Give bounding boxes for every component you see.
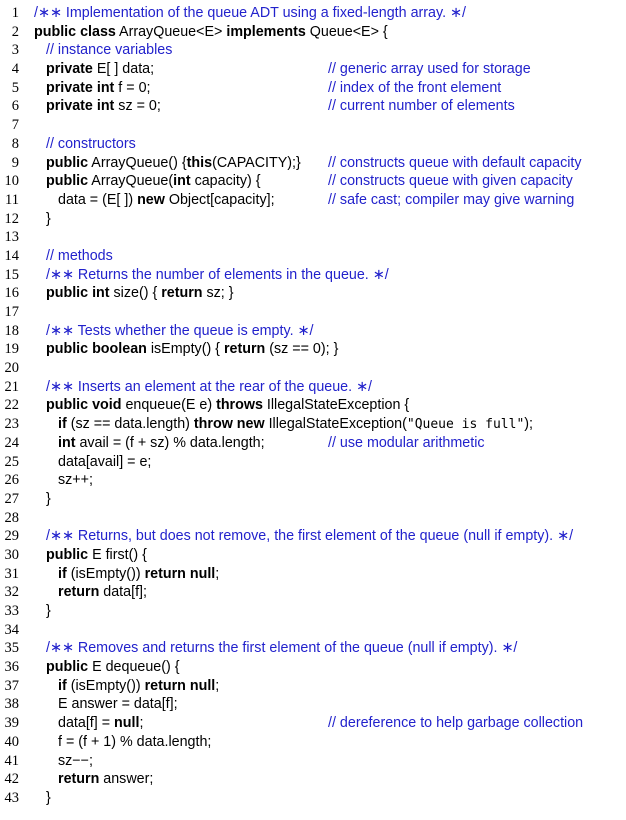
line-number: 22 — [4, 397, 19, 414]
code-line — [0, 322, 626, 341]
code-line — [0, 396, 626, 415]
inline-comment: // index of the front element — [328, 79, 502, 96]
keyword: return — [223, 341, 266, 358]
code-text — [58, 770, 153, 789]
code-line — [0, 565, 626, 584]
code-text — [58, 415, 533, 435]
code-comment: /∗∗ Returns the number of elements in the queue. ∗/ — [46, 266, 389, 283]
line-number: 42 — [4, 771, 19, 788]
keyword: public int — [46, 285, 110, 302]
code-line — [0, 266, 626, 285]
code-comment: /∗∗ Inserts an element at the rear of the queue. ∗/ — [46, 378, 373, 395]
code-line — [0, 116, 626, 135]
string-literal: "Queue is full" — [406, 417, 525, 433]
line-number: 2 — [11, 23, 19, 40]
keyword: if — [58, 565, 67, 582]
code-line — [0, 658, 626, 677]
keyword: return — [161, 285, 203, 302]
code-token: answer; — [99, 771, 154, 788]
code-comment: /∗∗ Implementation of the queue ADT using a fixed-length array. ∗/ — [34, 5, 466, 21]
code-line — [0, 154, 626, 173]
code-comment: // instance variables — [46, 42, 173, 59]
line-number: 21 — [4, 378, 19, 395]
inline-comment: // safe cast; compiler may give warning — [328, 191, 575, 208]
line-number: 8 — [11, 135, 19, 152]
code-line — [0, 546, 626, 565]
code-text — [46, 135, 136, 154]
code-token: (isEmpty()) — [66, 677, 145, 694]
line-number: 1 — [11, 5, 19, 21]
line-number: 37 — [4, 677, 19, 694]
code-line — [0, 135, 626, 154]
line-number: 12 — [4, 210, 19, 227]
code-token: capacity) { — [190, 173, 261, 190]
line-number: 38 — [4, 696, 19, 713]
code-line — [0, 714, 626, 733]
code-line — [0, 60, 626, 79]
code-text — [58, 714, 143, 733]
keyword: if — [58, 677, 67, 694]
code-token: enqueue(E e) — [121, 397, 217, 414]
keyword: int — [58, 434, 76, 451]
code-text — [46, 210, 51, 229]
code-text — [46, 340, 338, 359]
keyword: public — [46, 154, 89, 171]
inline-comment: // constructs queue with default capacity — [328, 154, 582, 171]
code-text — [58, 733, 211, 752]
code-token: E first() { — [88, 546, 147, 563]
line-number: 34 — [4, 621, 19, 638]
line-number: 14 — [4, 247, 19, 264]
keyword: return — [58, 584, 100, 601]
code-token: ); — [524, 416, 534, 433]
code-text — [46, 60, 154, 79]
code-token: Object[capacity]; — [164, 191, 275, 208]
code-line — [0, 789, 626, 808]
line-number: 18 — [4, 322, 19, 339]
code-line — [0, 191, 626, 210]
code-comment: // constructors — [46, 135, 136, 152]
code-comment: /∗∗ Tests whether the queue is empty. ∗/ — [46, 322, 314, 339]
code-text — [46, 527, 573, 546]
line-number: 41 — [4, 752, 19, 769]
keyword: throws — [216, 397, 263, 414]
code-token: sz−−; — [58, 752, 93, 769]
keyword: implements — [226, 23, 306, 40]
line-number: 40 — [4, 733, 19, 750]
code-line — [0, 247, 626, 266]
keyword: public class — [34, 23, 116, 40]
code-line — [0, 770, 626, 789]
code-token: data = (E[ ]) — [58, 191, 138, 208]
line-number: 26 — [4, 472, 19, 489]
keyword: return null — [144, 565, 216, 582]
code-token: f = 0; — [114, 79, 151, 96]
code-token: avail = (f + sz) % data.length; — [75, 434, 265, 451]
code-line — [0, 378, 626, 397]
code-text — [58, 471, 93, 490]
code-text — [46, 154, 301, 173]
code-token: IllegalStateException { — [262, 397, 410, 414]
keyword: public boolean — [46, 341, 147, 358]
code-listing — [0, 4, 626, 808]
code-line — [0, 172, 626, 191]
keyword: int — [173, 173, 191, 190]
code-text — [46, 378, 372, 397]
code-text — [46, 789, 51, 808]
code-line — [0, 677, 626, 696]
code-line — [0, 583, 626, 602]
code-token: } — [46, 490, 51, 507]
inline-comment: // use modular arithmetic — [328, 434, 485, 451]
code-text — [58, 752, 93, 771]
code-text — [46, 396, 409, 415]
code-text — [58, 434, 265, 453]
code-text — [46, 247, 113, 266]
inline-comment: // constructs queue with given capacity — [328, 173, 573, 190]
code-token: } — [46, 603, 51, 619]
code-line — [0, 733, 626, 752]
keyword: return null — [144, 677, 216, 694]
code-token: E[ ] data; — [92, 61, 155, 78]
code-token: E dequeue() { — [88, 659, 180, 676]
line-number: 33 — [4, 603, 19, 619]
code-line — [0, 490, 626, 509]
line-number: 29 — [4, 528, 19, 545]
line-number: 13 — [4, 229, 19, 246]
line-number: 23 — [4, 416, 19, 433]
line-number: 32 — [4, 584, 19, 601]
line-number: 25 — [4, 453, 19, 470]
keyword: private int — [46, 79, 115, 96]
code-text — [46, 79, 151, 98]
line-number: 43 — [4, 789, 19, 806]
keyword: return — [58, 771, 100, 788]
line-number: 39 — [4, 715, 19, 732]
keyword: null — [114, 715, 140, 732]
line-number: 24 — [4, 434, 19, 451]
code-text — [34, 4, 466, 23]
code-token: data[f] = — [58, 715, 115, 732]
line-number: 5 — [11, 79, 19, 96]
line-number: 20 — [4, 360, 19, 377]
code-token: data[f]; — [99, 584, 147, 601]
line-number: 10 — [4, 173, 19, 190]
inline-comment: // generic array used for storage — [328, 61, 531, 78]
code-text — [46, 546, 147, 565]
code-text — [58, 677, 219, 696]
code-line — [0, 695, 626, 714]
code-line — [0, 434, 626, 453]
code-line — [0, 340, 626, 359]
line-number: 4 — [11, 61, 19, 78]
code-line — [0, 415, 626, 434]
code-line — [0, 79, 626, 98]
code-line — [0, 210, 626, 229]
code-line — [0, 602, 626, 621]
code-line — [0, 4, 626, 23]
keyword: public — [46, 659, 89, 676]
code-text — [58, 565, 219, 584]
code-text — [46, 266, 389, 285]
code-token: E answer = data[f]; — [58, 696, 178, 713]
code-text — [58, 191, 275, 210]
code-text — [46, 602, 51, 621]
line-number: 35 — [4, 640, 19, 657]
code-token: size() { — [109, 285, 162, 302]
code-line — [0, 97, 626, 116]
code-token: ; — [139, 715, 144, 732]
code-text — [58, 453, 151, 472]
code-text — [46, 639, 517, 658]
code-line — [0, 527, 626, 546]
line-number: 36 — [4, 659, 19, 676]
code-token: IllegalStateException( — [264, 416, 407, 433]
code-text — [46, 172, 261, 191]
code-line — [0, 471, 626, 490]
code-token: ; — [215, 677, 220, 694]
code-token: ; — [215, 565, 220, 582]
keyword: throw new — [193, 416, 265, 433]
code-text — [46, 284, 234, 303]
inline-comment: // dereference to help garbage collection — [328, 715, 584, 732]
code-comment: /∗∗ Returns, but does not remove, the first element of the queue (null if empty). ∗/ — [46, 528, 574, 545]
keyword: public — [46, 173, 89, 190]
line-number: 31 — [4, 565, 19, 582]
keyword: public void — [46, 397, 122, 414]
code-token: (isEmpty()) — [66, 565, 145, 582]
line-number: 9 — [11, 154, 19, 171]
code-text — [46, 41, 172, 60]
code-token: (sz == 0); } — [265, 341, 339, 358]
keyword: if — [58, 416, 67, 433]
code-line — [0, 284, 626, 303]
code-line — [0, 752, 626, 771]
code-token: sz; } — [202, 285, 234, 302]
code-line — [0, 509, 626, 528]
code-text — [46, 490, 51, 509]
keyword: private — [46, 61, 93, 78]
code-line — [0, 41, 626, 60]
code-line — [0, 228, 626, 247]
inline-comment: // current number of elements — [328, 98, 515, 115]
code-token: (CAPACITY);} — [212, 154, 301, 171]
code-token: ArrayQueue<E> — [115, 23, 227, 40]
code-text — [34, 23, 388, 42]
line-number: 15 — [4, 266, 19, 283]
line-number: 11 — [5, 191, 19, 208]
code-line — [0, 453, 626, 472]
code-token: isEmpty() { — [146, 341, 224, 358]
keyword: this — [186, 154, 213, 171]
code-text — [46, 322, 313, 341]
line-number: 6 — [11, 98, 19, 115]
line-number: 17 — [4, 304, 19, 320]
code-text — [58, 695, 178, 714]
code-line — [0, 359, 626, 378]
code-token: } — [46, 789, 51, 806]
code-comment: /∗∗ Removes and returns the first element of the queue (null if empty). ∗/ — [46, 640, 518, 657]
code-token: sz++; — [58, 472, 93, 489]
line-number: 3 — [11, 42, 19, 59]
keyword: private int — [46, 98, 115, 115]
code-line — [0, 23, 626, 42]
line-number: 28 — [4, 509, 19, 526]
code-token: Queue<E> { — [305, 23, 388, 40]
keyword: new — [137, 191, 165, 208]
line-number: 16 — [4, 285, 19, 302]
code-token: } — [46, 210, 51, 227]
code-comment: // methods — [46, 247, 113, 264]
code-text — [46, 97, 161, 116]
code-token: ArrayQueue() { — [88, 154, 187, 171]
line-number: 30 — [4, 546, 19, 563]
line-number: 27 — [4, 490, 19, 507]
line-number: 7 — [11, 117, 19, 134]
code-line — [0, 639, 626, 658]
code-text — [46, 658, 180, 677]
line-number: 19 — [4, 341, 19, 358]
code-text — [58, 583, 147, 602]
code-token: sz = 0; — [114, 98, 161, 115]
code-token: data[avail] = e; — [58, 453, 152, 470]
keyword: public — [46, 546, 89, 563]
code-token: ArrayQueue( — [88, 173, 174, 190]
code-token: (sz == data.length) — [66, 416, 194, 433]
code-token: f = (f + 1) % data.length; — [58, 733, 212, 750]
code-line — [0, 303, 626, 322]
code-line — [0, 621, 626, 640]
